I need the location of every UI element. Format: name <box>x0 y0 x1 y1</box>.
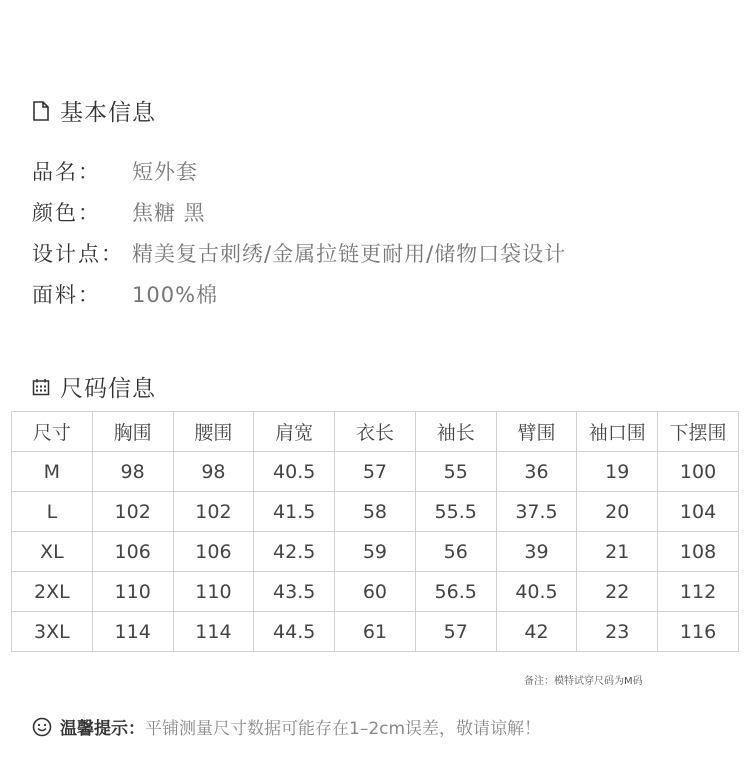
table-cell: 106 <box>92 532 173 572</box>
header-cell: 胸围 <box>92 412 173 452</box>
table-cell: 98 <box>173 452 254 492</box>
table-cell: 42.5 <box>254 532 335 572</box>
header-cell: 下摆围 <box>658 412 739 452</box>
tip-label: 温馨提示： <box>60 719 145 739</box>
table-cell: 44.5 <box>254 612 335 652</box>
table-cell: 104 <box>658 492 739 532</box>
table-cell: 42 <box>496 612 577 652</box>
size-table <box>11 411 739 652</box>
table-cell: 2XL <box>12 572 93 612</box>
info-value: 焦糖 黑 <box>132 201 206 225</box>
header-cell: 臂围 <box>496 412 577 452</box>
table-cell: 114 <box>92 612 173 652</box>
table-cell: 22 <box>577 572 658 612</box>
info-label: 颜色： <box>32 201 101 225</box>
warm-tip <box>32 714 541 739</box>
table-cell: 55.5 <box>415 492 496 532</box>
table-cell: 57 <box>335 452 416 492</box>
info-row-fabric <box>32 279 218 309</box>
header-cell: 袖口围 <box>577 412 658 452</box>
info-value: 短外套 <box>132 160 198 184</box>
size-table-header <box>12 412 739 452</box>
table-cell: 114 <box>173 612 254 652</box>
info-label: 设计点： <box>32 242 124 266</box>
info-value: 100%棉 <box>132 283 219 307</box>
basic-info-title-text: 基本信息 <box>60 100 156 126</box>
table-row <box>12 452 739 492</box>
basic-info-title <box>32 94 156 127</box>
table-cell: 39 <box>496 532 577 572</box>
smiley-icon <box>32 717 52 737</box>
table-cell: 58 <box>335 492 416 532</box>
table-cell: 36 <box>496 452 577 492</box>
tip-text: 平铺测量尺寸数据可能存在1–2cm误差，敬请谅解！ <box>145 719 542 739</box>
table-cell: 60 <box>335 572 416 612</box>
table-row <box>12 572 739 612</box>
header-cell: 衣长 <box>335 412 416 452</box>
table-cell: 59 <box>335 532 416 572</box>
size-note: 备注：模特试穿尺码为M码 <box>524 676 643 687</box>
table-row <box>12 532 739 572</box>
table-cell: 21 <box>577 532 658 572</box>
table-cell: 40.5 <box>254 452 335 492</box>
header-cell: 腰围 <box>173 412 254 452</box>
info-row-design <box>32 238 566 268</box>
header-cell: 尺寸 <box>12 412 93 452</box>
size-info-title-text: 尺码信息 <box>60 376 156 402</box>
table-cell: 56.5 <box>415 572 496 612</box>
table-cell: 56 <box>415 532 496 572</box>
header-cell: 袖长 <box>415 412 496 452</box>
size-info-title <box>32 370 156 403</box>
table-cell: 23 <box>577 612 658 652</box>
info-row-name <box>32 156 198 186</box>
table-cell: 3XL <box>12 612 93 652</box>
document-icon <box>32 101 50 121</box>
table-cell: 110 <box>173 572 254 612</box>
table-row <box>12 612 739 652</box>
info-value: 精美复古刺绣/金属拉链更耐用/储物口袋设计 <box>132 242 567 266</box>
table-cell: 20 <box>577 492 658 532</box>
header-cell: 肩宽 <box>254 412 335 452</box>
table-cell: 102 <box>92 492 173 532</box>
table-cell: L <box>12 492 93 532</box>
calendar-icon <box>32 377 50 397</box>
info-row-color <box>32 197 206 227</box>
table-cell: 61 <box>335 612 416 652</box>
table-cell: 40.5 <box>496 572 577 612</box>
table-row <box>12 492 739 532</box>
table-cell: 110 <box>92 572 173 612</box>
table-cell: 43.5 <box>254 572 335 612</box>
table-cell: 102 <box>173 492 254 532</box>
table-cell: 55 <box>415 452 496 492</box>
table-cell: 106 <box>173 532 254 572</box>
table-cell: 112 <box>658 572 739 612</box>
table-cell: 98 <box>92 452 173 492</box>
table-cell: XL <box>12 532 93 572</box>
table-cell: 41.5 <box>254 492 335 532</box>
table-cell: 116 <box>658 612 739 652</box>
table-cell: 100 <box>658 452 739 492</box>
info-label: 面料： <box>32 283 101 307</box>
table-cell: 108 <box>658 532 739 572</box>
table-cell: 19 <box>577 452 658 492</box>
table-cell: M <box>12 452 93 492</box>
table-cell: 57 <box>415 612 496 652</box>
table-cell: 37.5 <box>496 492 577 532</box>
info-label: 品名： <box>32 160 101 184</box>
